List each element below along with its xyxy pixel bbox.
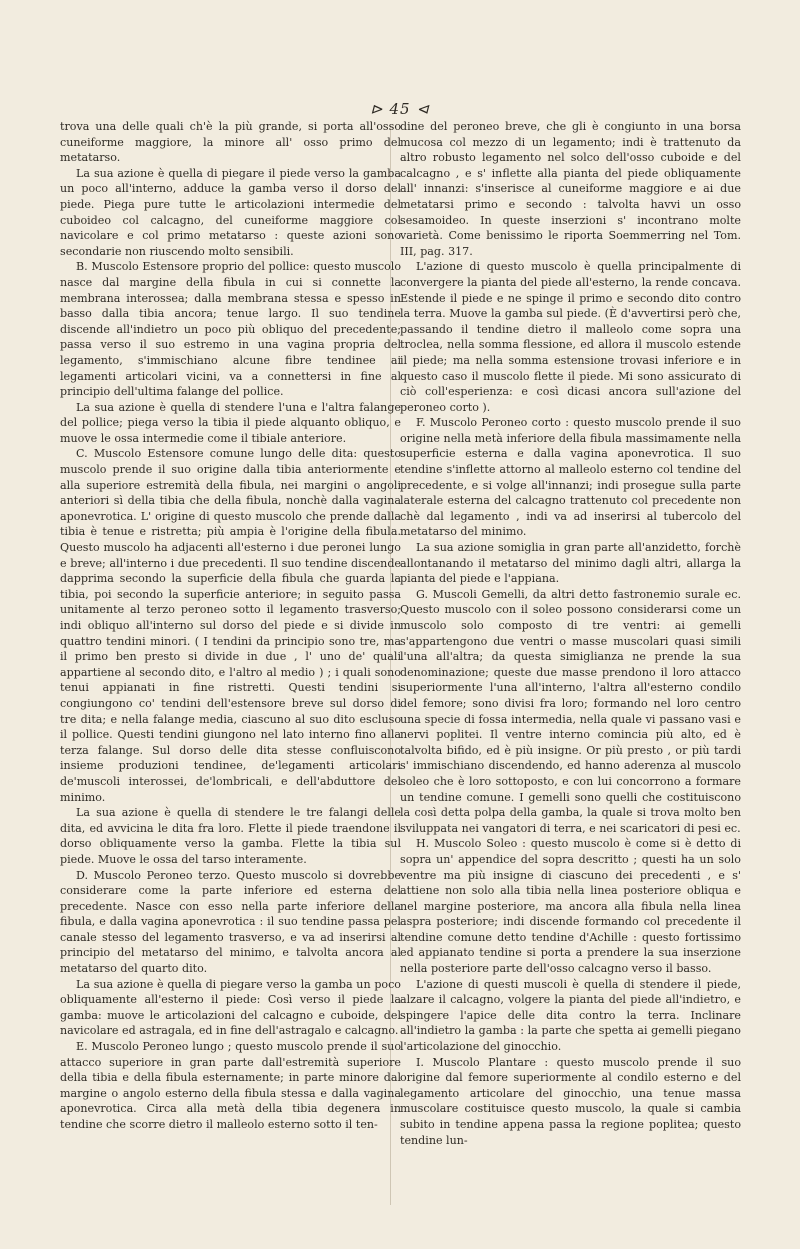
paragraph: La sua azione è quella di piegare verso la gamba un poco obliquamente all'esterno il piede: Così verso il piede la gamba: muove le articolazioni del calcagno e cuboide, del navicolare ed astragala, ed in fine dell'astragalo e calcagno. — [60, 977, 401, 1038]
paragraph: La sua azione somiglia in gran parte all'anzidetto, forchè allontanando il metatarso del minimo dagli altri, allarga la pianta del piede e l'appiana. — [400, 541, 741, 586]
paragraph: L'azione di questo muscolo è quella principalmente di convergere la pianta del piede all'esterno, la rende concava. Estende il piede e ne spinge il primo e secondo dito contro la terra. Muove la gamba sul piede. (È d'avvertirsi però che, passando il tendine dietro il malleolo come sopra una troclea, nella somma flessione, ed allora il muscolo estende il piede; ma nella somma estensione trovasi inferiore e in questo caso il muscolo flette il piede. Mi sono assicurato di ciò coll'esperienza: e così dicasi ancora sull'azione del peroneo corto ). — [400, 260, 741, 414]
paragraph: La sua azione è quella di stendere l'una e l'altra falange del pollice; piega verso la tibia il piede alquanto obliquo, e muove le ossa intermedie come il tibiale anteriore. — [60, 400, 401, 445]
paragraph: L'azione di questi muscoli è quella di stendere il piede, alzare il calcagno, volgere la pianta del piede all'indietro, e spingere l'apice delle dita contro la terra. Inclinare all'indietro la gamba : la parte che spetta ai gemelli piegano l'articolazione del ginocchio. — [400, 977, 741, 1054]
paragraph: La sua azione è quella di stendere le tre falangi delle dita, ed avvicina le dita fra loro. Flette il piede traendone il dorso obliquamente verso la gamba. Flette la tibia sul piede. Muove le ossa del tarso interamente. — [60, 806, 401, 866]
paragraph: G. Muscoli Gemelli, da altri detto fastronemio surale ec. Questo muscolo con il soleo possono considerarsi come un muscolo solo composto di tre ventri: ai gemelli s'appartengono due ventri o masse muscolari quasi simili l'una all'altra; da questa simiglianza ne prende la sua denominazione; queste due masse prendono il loro attacco superiormente l'una all'interno, l'altra all'esterno condilo del femore; sono divisi fra loro; formando nel loro centro una specie di fossa intermedia, nella quale vi passano vasi e nervi poplitei. Il ventre interno comincia più alto, ed è talvolta bifido, ed è più insigne. Or più presto , or più tardi s' immischiano discendendo, ed hanno aderenza al muscolo soleo che è loro sottoposto, e con lui concorrono a formare un tendine comune. I gemelli sono quelli che costituiscono la così detta polpa della gamba, la quale si trova molto ben sviluppata nei vangatori di terra, e nei scaricatori di pesi ec. — [400, 587, 741, 835]
paragraph: trova una delle quali ch'è la più grande, si porta all'osso cuneiforme maggiore, la minore all' osso primo del metatarso. — [60, 120, 401, 165]
paragraph: H. Muscolo Soleo : questo muscolo è come si è detto di sopra un' appendice del sopra descritto ; questi ha un solo ventre ma più insigne di ciascuno dei precedenti , e s' attiene non solo alla tibia nella linea posteriore obliqua e nel margine posteriore, ma ancora alla fibula nella linea aspra posteriore; indi discende formando col precedente il tendine comune detto tendine d'Achille : questo fortissimo ed appianato tendine si porta a prendere la sua inserzione nella posteriore parte dell'osso calcagno verso il basso. — [400, 837, 741, 976]
paragraph: B. Muscolo Estensore proprio del pollice: questo muscolo nasce dal margine della fibula in cui si connette la membrana interossea; dalla membrana stessa e spesso in basso dalla tibia ancora; tenue largo. Il suo tendine discende all'indietro un poco più obliquo del precedente; passa verso il suo estremo in una vagina propria del legamento, s'immischiano alcune fibre tendinee ai legamenti articolari vicini, va a connettersi in fine al principio dell'ultima falange del pollice. — [60, 260, 401, 399]
paragraph: F. Muscolo Peroneo corto : questo muscolo prende il suo origine nella metà inferiore della fibula massimamente nella superficie esterna e dalla vagina aponevrotica. Il suo tendine s'inflette attorno al malleolo esterno col tendine del precedente, e si volge all'innanzi; indi prosegue sulla parte laterale esterna del calcagno trattenuto col precedente non chè dal legamento , indi va ad inserirsi al tubercolo del metatarso del minimo. — [400, 416, 741, 539]
right-column — [400, 119, 741, 1148]
paragraph: E. Muscolo Peroneo lungo ; questo muscolo prende il suo attacco superiore in gran parte dall'estremità superiore della tibia e della fibula esternamente; in parte minore dal margine o angolo esterno della fibula stessa e dalla vagina aponevrotica. Circa alla metà della tibia degenera in tendine che scorre dietro il malleolo esterno sotto il ten- — [60, 1040, 401, 1131]
paragraph: C. Muscolo Estensore comune lungo delle dita: questo muscolo prende il suo origine dalla tibia anteriormente e alla superiore estremità della fibula, nei margini o angoli anteriori sì della tibia che della fibula, nonchè dalla vagina aponevrotica. L' origine di questo muscolo che prende dalla tibia è tenue e ristretta; più ampia è l'origine della fibula. Questo muscolo ha adjacenti all'esterno i due peronei lungo e breve; all'interno i due precedenti. Il suo tendine discende dapprima secondo la superficie della fibula che guarda la tibia, poi secondo la superficie anteriore; in seguito passa unitamente al terzo peroneo sotto il legamento trasverso; indi obliquo all'interno sul dorso del piede e si divide in quattro tendini minori. ( I tendini da principio sono tre, ma il primo ben presto si divide in due , l' uno de' quali appartiene al secondo dito, e l'altro al medio ) ; i quali sono tenui appianati in fine ristretti. Questi tendini si congiungono co' tendini dell'estensore breve sul dorso di tre dita; e nella falange media, ciascuno al suo dito escluso il pollice. Questi tendini giungono nel lato interno fino alla terza falange. Sul dorso delle dita stesse confluiscono insieme produzioni tendinee, de'legamenti articolari de'muscoli interossei, de'lombricali, e dell'abduttore del minimo. — [60, 447, 401, 804]
paragraph: La sua azione è quella di piegare il piede verso la gamba un poco all'interno, adduce la gamba verso il dorso del piede. Piega pure tutte le articolazioni intermedie del cuboideo col calcagno, del cuneiforme maggiore col navicolare e col primo metatarso : queste azioni sono secondarie non riuscendo molto sensibili. — [60, 166, 401, 258]
paragraph: D. Muscolo Peroneo terzo. Questo muscolo si dovrebbe considerare come la parte inferiore ed esterna del precedente. Nasce con esso nella parte inferiore della fibula, e dalla vagina aponevrotica : il suo tendine passa pel canale stesso del legamento trasverso, e va ad inserirsi al principio del metatarso del minimo, e talvolta ancora al metatarso del quarto dito. — [60, 868, 401, 976]
paragraph: I. Muscolo Plantare : questo muscolo prende il suo origine dal femore superiormente al condilo esterno e del legamento articolare del ginocchio, una tenue massa muscolare costituisce questo muscolo, la quale si cambia subito in tendine appena passa la regione poplitea; questo tendine lun- — [400, 1055, 741, 1147]
left-column — [60, 119, 401, 1133]
paragraph: dine del peroneo breve, che gli è congiunto in una borsa mucosa col mezzo di un legamento; indi è trattenuto da altro robusto legamento nel solco dell'osso cuboide e del calcagno , e s' inflette alla pianta del piede obliquamente all' innanzi: s'inserisce al cuneiforme maggiore e ai due metatarsi primo e secondo : talvolta havvi un osso sesamoideo. In queste inserzioni s' incontrano molte varietà. Come benissimo le riporta Soemmerring nel Tom. III, pag. 317. — [400, 120, 741, 258]
page-number: ⊳ 45 ⊲ — [370, 100, 430, 118]
